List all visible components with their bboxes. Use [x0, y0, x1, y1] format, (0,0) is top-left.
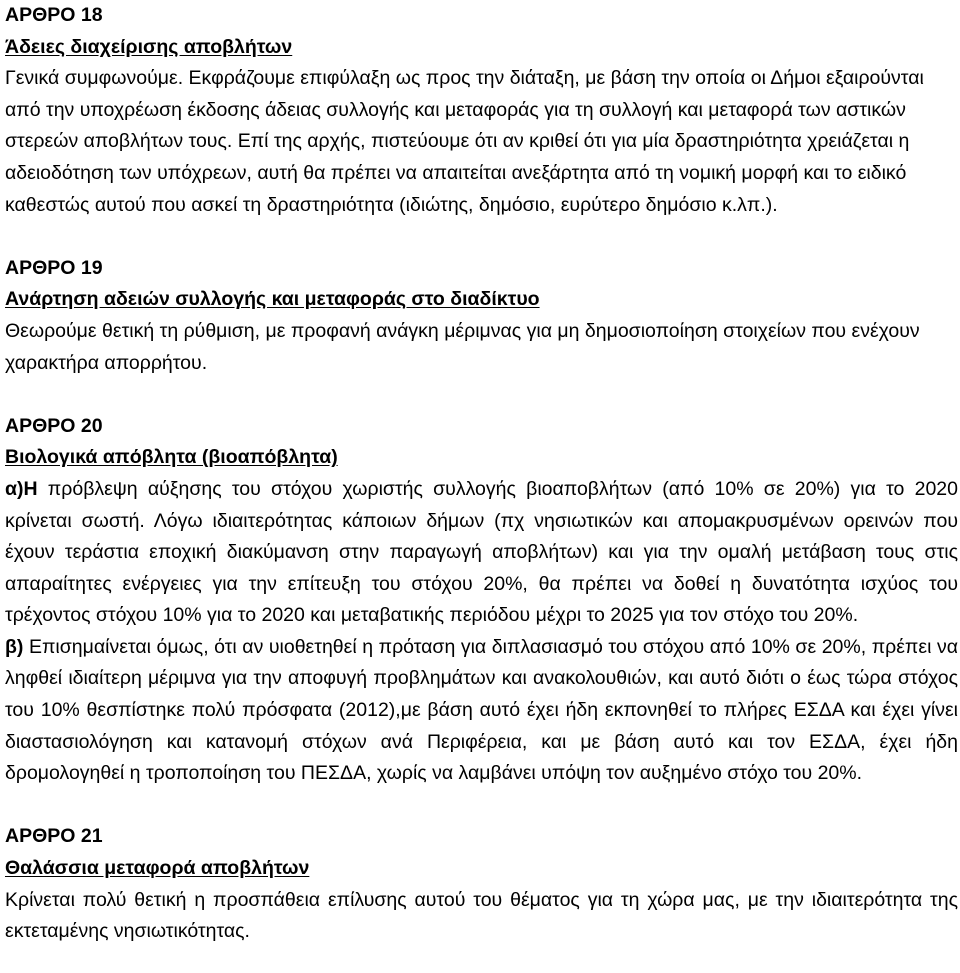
article-19 — [5, 253, 958, 379]
article-number: ΑΡΘΡΟ 21 — [5, 825, 103, 848]
article-21 — [5, 821, 958, 947]
article-18 — [5, 0, 958, 221]
document-body — [5, 0, 958, 948]
article-title: Ανάρτηση αδειών συλλογής και μεταφοράς στο διαδίκτυο — [5, 288, 540, 311]
spacer — [5, 379, 958, 411]
article-paragraph: Γενικά συμφωνούμε. Εκφράζουμε επιφύλαξη ως προς την διάταξη, με βάση την οποία οι Δήμοι εξαιρούνται από την υποχρέωση έκδοσης άδειας συλλογής και μεταφοράς για τη συλλογή και μεταφορά των αστικών στερεών αποβλήτων τους. Επί της αρχής, πιστεύουμε ότι αν κριθεί ότι για μία δραστηριότητα χρειάζεται η αδειοδότηση των υπόχρεων, αυτή θα πρέπει να απαιτείται ανεξάρτητα από τη νομική μορφή και το ειδικό καθεστώς αυτού που ασκεί τη δραστηριότητα (ιδιώτης, δημόσιο, ευρύτερο δημόσιο κ.λπ.). — [5, 67, 924, 216]
article-item-b — [5, 632, 958, 790]
article-number: ΑΡΘΡΟ 19 — [5, 256, 103, 279]
article-paragraph: Κρίνεται πολύ θετική η προσπάθεια επίλυσης αυτού του θέματος για τη χώρα μας, με την ιδιαιτερότητα της εκτεταμένης νησιωτικότητας. — [5, 888, 958, 943]
article-title: Βιολογικά απόβλητα (βιοαπόβλητα) — [5, 446, 338, 469]
item-text: Επισημαίνεται όμως, ότι αν υιοθετηθεί η πρόταση για διπλασιασμό του στόχου από 10% σε 20%, πρέπει να ληφθεί ιδιαίτερη μέριμνα για την αποφυγή προβλημάτων και ανακολουθιών, και αυτό διότι ο έως τώρα στόχος του 10% θεσπίστηκε πολύ πρόσφατα (2012),με βάση αυτό έχει ήδη εκπονηθεί το πλήρες ΕΣΔΑ και έχει γίνει διαστασιολόγηση και κατανομή στόχων ανά Περιφέρεια, και με βάση αυτό και τον ΕΣΔΑ, έχει ήδη δρομολογηθεί η τροποποίηση του ΠΕΣΔΑ, χωρίς να λαμβάνει υπόψη τον αυξημένο στόχο του 20%. — [5, 635, 958, 785]
spacer — [5, 790, 958, 822]
item-label: β) — [5, 635, 24, 658]
article-item-a — [5, 474, 958, 632]
article-paragraph: Θεωρούμε θετική τη ρύθμιση, με προφανή ανάγκη μέριμνας για μη δημοσιοποίηση στοιχείων που ενέχουν χαρακτήρα απορρήτου. — [5, 319, 920, 374]
article-number: ΑΡΘΡΟ 20 — [5, 414, 103, 437]
item-label: α)Η — [5, 477, 38, 500]
article-20 — [5, 411, 958, 790]
article-number: ΑΡΘΡΟ 18 — [5, 4, 103, 26]
item-text: πρόβλεψη αύξησης του στόχου χωριστής συλλογής βιοαποβλήτων (από 10% σε 20%) για το 2020 κρίνεται σωστή. Λόγω ιδιαιτερότητας κάποιων δήμων (πχ νησιωτικών και απομακρυσμένων ορεινών που έχουν τεράστια εποχική διακύμανση στην παραγωγή αποβλήτων) και για την ομαλή μετάβαση τους στις απαραίτητες ενέργειες για την επίτευξη του στόχου 20%, θα πρέπει να δοθεί η δυνατότητα ισχύος του τρέχοντος στόχου 10% για το 2020 και μεταβατικής περιόδου μέχρι το 2025 για τον στόχο του 20%. — [5, 477, 958, 627]
article-title: Άδειες διαχείρισης αποβλήτων — [5, 35, 293, 58]
article-title: Θαλάσσια μεταφορά αποβλήτων — [5, 857, 310, 880]
spacer — [5, 221, 958, 253]
